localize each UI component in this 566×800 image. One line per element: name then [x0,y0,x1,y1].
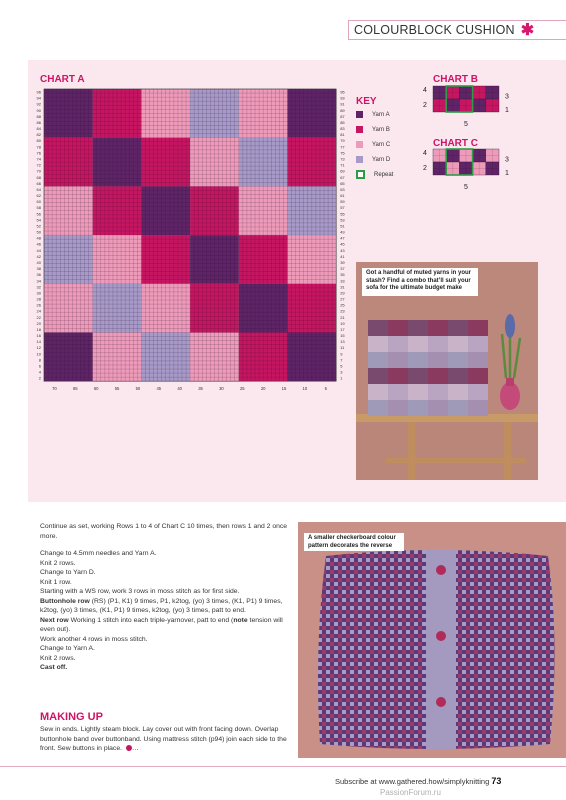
cushion-block [448,352,468,368]
cushion-block [428,384,448,400]
chart-a-row-number: 43 [340,247,345,253]
chart-a-row-number: 36 [36,272,41,278]
chart-a-row-number: 65 [340,180,345,186]
cushion-block [428,320,448,336]
cushion-block [448,336,468,352]
chart-a-row-number: 88 [36,113,41,119]
chart-a-row-number: 66 [36,180,41,186]
chart-a-row-number: 71 [340,162,345,168]
chart-a-column-number: 55 [114,386,120,392]
chart-a-row-number: 51 [340,223,345,229]
cushion-block [368,400,388,416]
instruction-continue: Continue as set, working Rows 1 to 4 of Chart C 10 times, then rows 1 and 2 once more. [40,523,288,540]
chart-a-row-number: 11 [340,345,345,351]
instruction-buttonhole-row [40,597,295,616]
chart-c-svg-number: 1 [505,169,509,177]
chart-c-svg-number: 4 [423,150,427,157]
chart-a-row-number: 30 [36,290,41,296]
chart-a-row-number: 14 [36,339,41,345]
chart-a-row-number: 85 [340,119,345,125]
chart-c-svg-number: 3 [505,156,509,164]
chart-a-row-number: 84 [36,126,41,132]
chart-a-row-number: 92 [36,101,41,107]
chart-a-row-number: 55 [340,211,345,217]
chart-a-row-number: 3 [340,369,343,375]
chart-a-row-number: 18 [36,326,41,332]
chart-a-row-number: 15 [340,333,345,339]
chart-a-row-number: 86 [36,119,41,125]
chart-a-row-number: 19 [340,320,345,326]
chart-a-row-number: 77 [340,144,345,150]
chart-a-row-number: 1 [340,375,343,381]
cushion-block [468,368,488,384]
cushion-block [468,320,488,336]
footer [335,776,501,786]
chart-a-row-number: 9 [340,351,343,357]
chart-c-svg-number: 2 [423,165,427,172]
chart-a-row-number: 42 [36,253,41,259]
chart-a-row-number: 40 [36,259,41,265]
chart-a-column-number: 15 [281,386,287,392]
cushion-block [428,368,448,384]
chart-a-column-number: 45 [156,386,162,392]
key-item-yarn-c [356,137,393,152]
cushion-block [388,336,408,352]
chart-a-column-number: 10 [302,386,308,392]
key-label: Yarn C [372,141,391,148]
chart-b-title: CHART B [433,74,478,85]
cushion-block [448,400,468,416]
chart-a-row-number: 96 [36,89,41,95]
chart-a-row-number: 67 [340,174,345,180]
cushion-block [408,336,428,352]
chart-a-row-number: 81 [340,132,345,138]
chart-a-row-number: 60 [36,199,41,205]
page-number: 73 [491,776,502,786]
key-label: Yarn B [372,126,390,133]
chart-b-svg-number: 3 [505,93,509,101]
chart-b-svg-number: 4 [423,87,427,94]
making-up-body: Sew in ends. Lightly steam block. Lay cover out with front facing down. Overlap buttonhole band over buttonband. Using mattress stitch (p94) join each side to the front. Sew buttons in place. [40,726,287,752]
chart-a-row-number: 45 [340,241,345,247]
chart-a-title: CHART A [40,74,85,85]
chart-a-row-number: 90 [36,107,41,113]
chart-a-row-number: 83 [340,126,345,132]
chart-a-row-number: 78 [36,144,41,150]
instruction-line: Change to 4.5mm needles and Yarn A. [40,550,157,557]
chart-a-row-number: 68 [36,174,41,180]
key-label: Repeat [374,171,394,178]
instruction-line: Work another 4 rows in moss stitch. [40,635,148,643]
chart-a-row-number: 34 [36,278,41,284]
chart-a-row-number: 73 [340,156,345,162]
chart-c-svg-number: 5 [464,184,468,191]
chart-a-row-number: 62 [36,193,41,199]
cushion-block [468,400,488,416]
key-item-repeat [356,167,393,182]
chart-a-row-number: 17 [340,326,345,332]
chart-a-row-number: 82 [36,132,41,138]
making-up-text [40,725,298,754]
chart-a-column-number: 5 [324,386,327,392]
chart-a-row-number: 6 [38,363,41,369]
chart-a-row-number: 35 [340,272,345,278]
chart-a-row-number: 74 [36,156,41,162]
chart-a-row-number: 13 [340,339,345,345]
footer-divider [0,766,566,767]
note-label: note [233,616,248,624]
chart-a-row-number: 75 [340,150,345,156]
instructions-text [40,522,295,673]
chart-a-row-number: 72 [36,162,41,168]
chart-a-row-number: 12 [36,345,41,351]
instruction-line: Knit 2 rows. [40,559,76,567]
page-header [348,20,566,40]
chart-a-row-number: 63 [340,186,345,192]
chart-a-column-number: 20 [260,386,266,392]
cushion-block [368,336,388,352]
chart-b [420,84,520,134]
chart-a-column-number: 30 [219,386,224,392]
chart-a-row-number: 52 [36,223,41,229]
chart-a-row-number: 21 [340,314,345,320]
chart-a-row-number: 76 [36,150,41,156]
chart-a-row-number: 8 [38,357,41,363]
cushion-block [408,384,428,400]
note-text: tension will even out). [40,616,283,633]
photo-cushion-back [298,522,566,758]
key-swatch [356,126,363,133]
chart-a-row-number: 28 [36,296,41,302]
chart-c-title: CHART C [433,138,478,149]
chart-a-row-number: 95 [340,89,345,95]
chart-a-column-number: 60 [93,386,99,392]
chart-a-row-number: 89 [340,107,345,113]
cushion-block [428,336,448,352]
chart-a-row-number: 27 [340,296,345,302]
chart-a-row-number: 53 [340,217,345,223]
chart-a-row-number: 38 [36,266,41,272]
chart-a [30,86,350,492]
cushion-block [428,400,448,416]
chart-a-column-number: 65 [72,386,78,392]
instruction-line: Starting with a WS row, work 3 rows in moss stitch as for first side. [40,588,240,595]
cushion-block [368,320,388,336]
page-title: COLOURBLOCK CUSHION [354,23,515,37]
chart-a-row-number: 16 [36,333,41,339]
cushion-block [368,368,388,384]
chart-a-column-number: 25 [239,386,245,392]
cushion-block [448,320,468,336]
chart-a-row-number: 50 [36,229,41,235]
chart-a-row-number: 91 [340,101,345,107]
photo-caption-back: A smaller checkerboard colour pattern decorates the reverse [304,533,404,551]
chart-a-row-number: 22 [36,314,41,320]
chart-a-row-number: 46 [36,241,41,247]
cushion-block [408,320,428,336]
chart-a-row-number: 59 [340,199,345,205]
watermark: PassionForum.ru [380,788,441,797]
cushion-block [388,368,408,384]
buttonhole-label: Buttonhole row [40,597,90,605]
instruction-next-row [40,616,295,635]
end-mark: … [131,745,139,752]
subscribe-link[interactable]: Subscribe at www.gathered.how/simplyknitting [335,777,490,786]
cushion-block [468,336,488,352]
key-swatch [356,141,363,148]
key-item-yarn-a [356,107,393,122]
cushion-block [388,400,408,416]
cushion-block [368,384,388,400]
chart-a-row-number: 37 [340,266,345,272]
chart-a-column-number: 40 [177,386,183,392]
chart-a-row-number: 70 [36,168,41,174]
key-swatch [356,111,363,118]
key-title: KEY [356,96,377,107]
chart-a-row-number: 26 [36,302,41,308]
cushion-block [428,352,448,368]
chart-a-row-number: 93 [340,95,345,101]
chart-a-row-number: 25 [340,302,345,308]
chart-a-column-number: 50 [135,386,141,392]
chart-a-row-number: 94 [36,95,41,101]
instruction-line: Change to Yarn A. [40,645,95,652]
instruction-line: Knit 2 rows. [40,654,76,662]
next-row-label: Next row [40,616,69,624]
cushion-back-image [298,522,566,758]
key-swatch [356,170,365,179]
chart-a-row-number: 61 [340,193,345,199]
making-up-heading: MAKING UP [40,711,103,723]
chart-a-row-number: 24 [36,308,41,314]
chart-a-row-number: 48 [36,235,41,241]
cushion-block [408,400,428,416]
chart-a-row-number: 79 [340,138,345,144]
cushion-block [368,352,388,368]
key-list [356,107,393,182]
chart-a-row-number: 64 [36,186,41,192]
chart-a-row-number: 44 [36,247,41,253]
chart-a-row-number: 23 [340,308,345,314]
cushion-block [448,384,468,400]
cushion-block [388,384,408,400]
chart-a-row-number: 31 [340,284,345,290]
key-label: Yarn D [372,156,391,163]
chart-a-row-number: 56 [36,211,41,217]
key-item-yarn-d [356,152,393,167]
chart-b-svg-number: 1 [505,106,509,114]
chart-a-row-number: 39 [340,259,345,265]
cushion-block [388,320,408,336]
chart-a-row-number: 33 [340,278,345,284]
chart-a-row-number: 54 [36,217,41,223]
cushion-block [408,368,428,384]
chart-a-row-number: 32 [36,284,41,290]
chart-a-row-number: 41 [340,253,345,259]
chart-a-row-number: 57 [340,205,345,211]
buttonhole-text: (RS) (P1, K1) 9 times, P1, k2tog, (yo) 3 times, (K1, P1) 9 times, k2tog, (yo) 3 times, (K1, P1) 9 times, k2tog, (yo) 3 times, patt to end. [40,597,283,614]
cushion-block [408,352,428,368]
photo-caption-front: Got a handful of muted yarns in your stash? Find a combo that’ll suit your sofa for the ultimate budget make [362,268,478,296]
chart-a-row-number: 69 [340,168,345,174]
instruction-cast-off: Cast off. [40,664,68,671]
chart-a-row-number: 5 [340,363,343,369]
cushion-block [468,384,488,400]
chart-a-row-number: 87 [340,113,345,119]
chart-a-row-number: 2 [38,375,41,381]
chart-a-column-number: 35 [198,386,203,392]
chart-a-row-number: 4 [38,369,41,375]
chart-a-row-number: 7 [340,357,343,363]
chart-a-row-number: 29 [340,290,345,296]
chart-b-svg-number: 2 [423,102,427,109]
chart-a-column-number: 70 [52,386,57,392]
next-row-text: Working 1 stitch into each triple-yarnover, patt to end ( [68,616,234,624]
chart-a-row-number: 58 [36,205,41,211]
chart-a-row-number: 10 [36,351,41,357]
chart-a-row-number: 47 [340,235,345,241]
instruction-line: Change to Yarn D. [40,569,96,576]
chart-b-svg-number: 5 [464,121,468,128]
instruction-line: Knit 1 row. [40,578,72,586]
cushion-block [468,352,488,368]
cushion-block [448,368,468,384]
key-swatch [356,156,363,163]
cushion-block [388,352,408,368]
chart-c [420,147,520,197]
key-label: Yarn A [372,111,390,118]
key-item-yarn-b [356,122,393,137]
chart-a-row-number: 80 [36,138,41,144]
chart-a-row-number: 49 [340,229,345,235]
chart-a-row-number: 20 [36,320,41,326]
star-icon: ✱ [520,22,535,39]
